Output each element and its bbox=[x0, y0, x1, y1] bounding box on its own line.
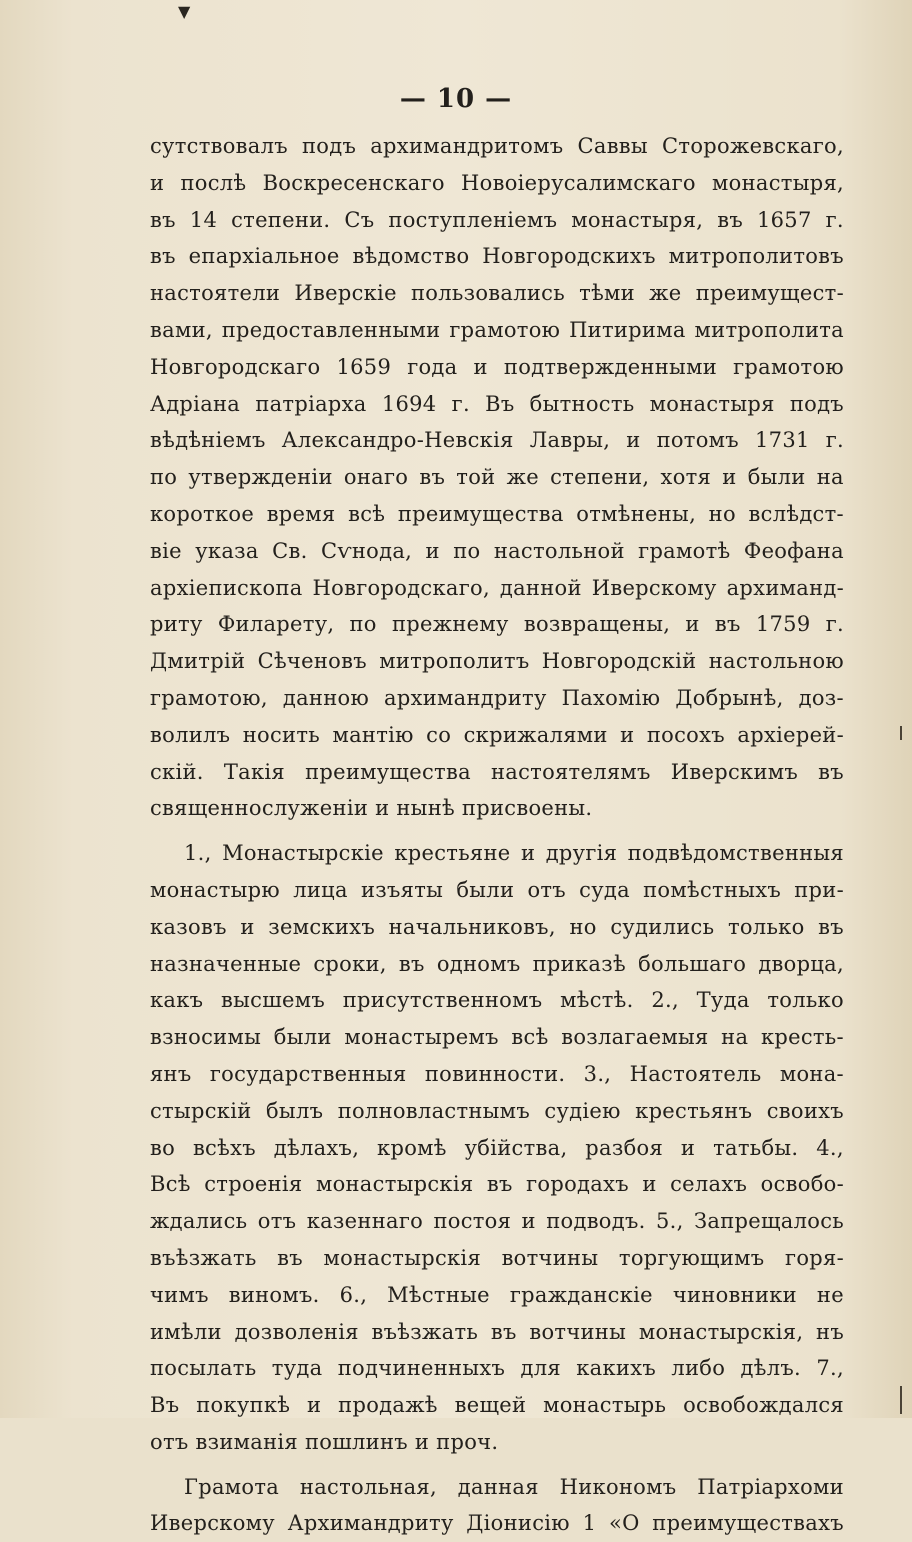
text-line: настоятели Иверскіе пользовались тѣми же преимущест- bbox=[150, 281, 844, 306]
text-line: взносимы были монастыремъ всѣ возлагаемыя на кресть- bbox=[150, 1025, 844, 1050]
text-line: вами, предоставленными грамотою Питирима митрополита bbox=[150, 317, 844, 342]
text-line: по утвержденіи онаго въ той же степени, хотя и были на bbox=[150, 465, 844, 490]
text-line: въ 14 степени. Съ поступленіемъ монастыря, въ 1657 г. bbox=[150, 207, 844, 232]
paragraph-1 bbox=[150, 128, 844, 827]
text-line: какъ высшемъ присутственномъ мѣстѣ. 2., Туда только bbox=[150, 988, 844, 1013]
text-line: въ епархіальное вѣдомство Новгородскихъ митрополитовъ bbox=[150, 244, 844, 269]
text-line: Адріана патріарха 1694 г. Въ бытность монастыря подъ bbox=[150, 391, 844, 416]
text-line: имѣли дозволенія въѣзжать въ вотчины монастырскія, нъ bbox=[150, 1319, 844, 1344]
text-line: волилъ носить мантію со скрижалями и посохъ архіерей- bbox=[150, 722, 844, 747]
text-line: монастырю лица изъяты были отъ суда помѣстныхъ при- bbox=[150, 877, 844, 902]
text-line: чимъ виномъ. 6., Мѣстные гражданскіе чиновники не bbox=[150, 1282, 844, 1307]
margin-mark bbox=[900, 1386, 908, 1414]
text-line: короткое время всѣ преимущества отмѣнены, но вслѣдст- bbox=[150, 501, 844, 526]
margin-mark bbox=[900, 726, 908, 740]
text-line: янъ государственныя повинности. 3., Настоятель мона- bbox=[150, 1061, 844, 1086]
text-line: віе указа Св. Сѵнода, и по настольной грамотѣ Феофана bbox=[150, 538, 844, 563]
text-line: сутствовалъ подъ архимандритомъ Саввы Сторожевскаго, bbox=[150, 134, 844, 158]
text-line: назначенные сроки, въ одномъ приказѣ большаго дворца, bbox=[150, 951, 844, 976]
body-text bbox=[150, 128, 844, 1542]
text-line: риту Филарету, по прежнему возвращены, и въ 1759 г. bbox=[150, 612, 844, 637]
text-line: отъ взиманія пошлинъ и проч. bbox=[150, 1429, 499, 1454]
text-line: Въ покупкѣ и продажѣ вещей монастырь освобождался bbox=[150, 1393, 844, 1418]
text-line: Иверскому Архимандриту Діонисію 1 «О преимуществахъ bbox=[150, 1511, 844, 1536]
text-line: вѣдѣніемъ Александро-Невскія Лавры, и потомъ 1731 г. bbox=[150, 428, 844, 453]
text-line: скій. Такія преимущества настоятелямъ Иверскимъ въ bbox=[150, 759, 844, 784]
text-line: 1., Монастырскіе крестьяне и другія подвѣдомственныя bbox=[184, 841, 844, 866]
text-line: грамотою, данною архимандриту Пахомію Добрынѣ, доз- bbox=[150, 685, 844, 710]
page-number: — 10 — bbox=[399, 84, 513, 114]
text-line: архіепископа Новгородскаго, данной Иверскому архиманд- bbox=[150, 575, 844, 600]
text-line: посылать туда подчиненныхъ для какихъ либо дѣлъ. 7., bbox=[150, 1356, 844, 1381]
text-line: Дмитрій Сѣченовъ митрополитъ Новгородскій настольною bbox=[150, 649, 844, 674]
paragraph-3 bbox=[150, 1469, 844, 1542]
corner-mark: ▼ bbox=[178, 2, 191, 21]
text-line: во всѣхъ дѣлахъ, кромѣ убійства, разбоя и татьбы. 4., bbox=[150, 1135, 844, 1160]
paragraph-2 bbox=[150, 835, 844, 1461]
text-line: въѣзжать въ монастырскія вотчины торгующимъ горя- bbox=[150, 1245, 844, 1270]
text-line: Всѣ строенія монастырскія въ городахъ и селахъ освобо- bbox=[150, 1172, 844, 1197]
text-line: ждались отъ казеннаго постоя и подводъ. 5., Запрещалось bbox=[150, 1209, 844, 1234]
text-line: казовъ и земскихъ начальниковъ, но судились только въ bbox=[150, 914, 844, 939]
text-line: стырскій былъ полновластнымъ судіею крестьянъ своихъ bbox=[150, 1098, 844, 1123]
text-line: Новгородскаго 1659 года и подтвержденными грамотою bbox=[150, 354, 844, 379]
text-line: и послѣ Воскресенскаго Новоіерусалимскаго монастыря, bbox=[150, 170, 844, 195]
text-line: Грамота настольная, данная Никономъ Патріархоми bbox=[184, 1474, 844, 1499]
text-line: священнослуженіи и нынѣ присвоены. bbox=[150, 796, 593, 821]
